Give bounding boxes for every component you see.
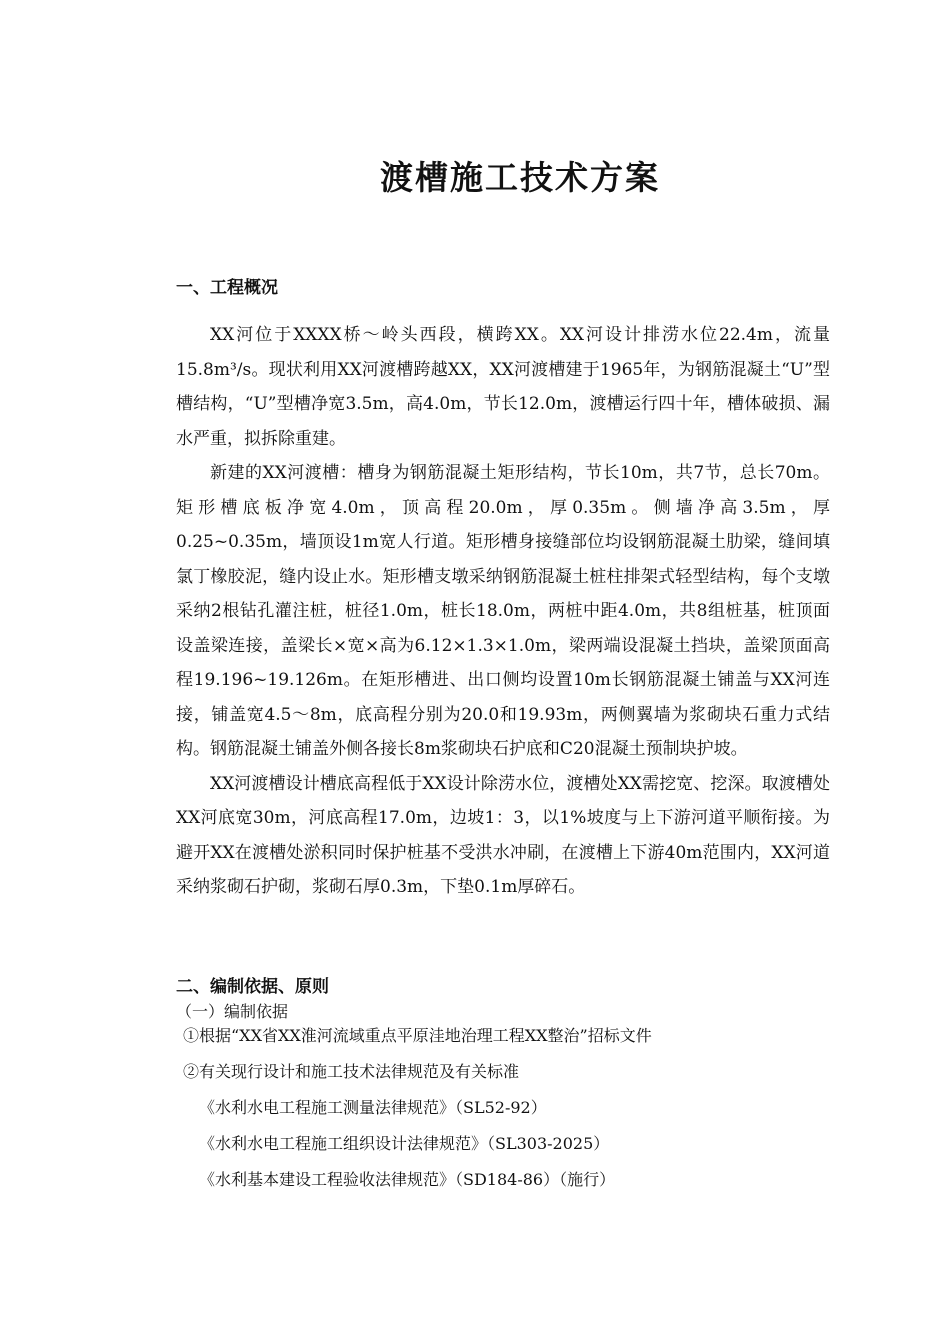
basis-list xyxy=(183,1018,837,1198)
list-item: ②有关现行设计和施工技术法律规范及有关标准 xyxy=(183,1062,520,1081)
paragraph: 新建的XX河渡槽：槽身为钢筋混凝土矩形结构，节长10m，共7节，总长70m。矩形槽底板净宽4.0m，顶高程20.0m，厚0.35m。侧墙净高3.5m，厚0.25~0.35m，墙顶设1m宽人行道。矩形槽身接缝部位均设钢筋混凝土肋梁，缝间填氯丁橡胶泥，缝内设止水。矩形槽支墩采纳钢筋混凝土桩柱排架式轻型结构，每个支墩采纳2根钻孔灌注桩，桩径1.0m，桩长18.0m，两桩中距4.0m，共8组桩基，桩顶面设盖梁连接，盖梁长×宽×高为6.12×1.3×1.0m，梁两端设混凝土挡块，盖梁顶面高程19.196~19.126m。在矩形槽进、出口侧均设置10m长钢筋混凝土铺盖与XX河连接，铺盖宽4.5～8m，底高程分别为20.0和19.93m，两侧翼墙为浆砌块石重力式结构。钢筋混凝土铺盖外侧各接长8m浆砌块石护底和C20混凝土预制块护坡。 xyxy=(176,463,830,759)
list-item: ①根据“XX省XX淮河流域重点平原洼地治理工程XX整治”招标文件 xyxy=(183,1026,652,1045)
reference-item: 《水利基本建设工程验收法律规范》（SD184-86）（施行） xyxy=(199,1170,616,1189)
document-title: 渡槽施工技术方案 xyxy=(380,158,660,197)
reference-item: 《水利水电工程施工测量法律规范》（SL52-92） xyxy=(199,1098,547,1117)
section-heading-basis: 二、编制依据、原则 xyxy=(176,977,329,997)
section-overview-body xyxy=(176,318,830,905)
section-heading-overview: 一、工程概况 xyxy=(176,278,278,298)
reference-item: 《水利水电工程施工组织设计法律规范》（SL303-2025） xyxy=(199,1134,610,1153)
subsection-heading-basis: （一）编制依据 xyxy=(176,1002,289,1021)
paragraph: XX河位于XXXX桥～岭头西段，横跨XX。XX河设计排涝水位22.4m，流量15.8m³/s。现状利用XX河渡槽跨越XX，XX河渡槽建于1965年，为钢筋混凝土“U”型槽结构，“U”型槽净宽3.5m，高4.0m，节长12.0m，渡槽运行四十年，槽体破损、漏水严重，拟拆除重建。 xyxy=(176,325,830,449)
paragraph: XX河渡槽设计槽底高程低于XX设计除涝水位，渡槽处XX需挖宽、挖深。取渡槽处XX河底宽30m，河底高程17.0m，边坡1：3，以1%坡度与上下游河道平顺衔接。为避开XX在渡槽处淤积同时保护桩基不受洪水冲刷，在渡槽上下游40m范围内，XX河道采纳浆砌石护砌，浆砌石厚0.3m，下垫0.1m厚碎石。 xyxy=(176,773,830,897)
